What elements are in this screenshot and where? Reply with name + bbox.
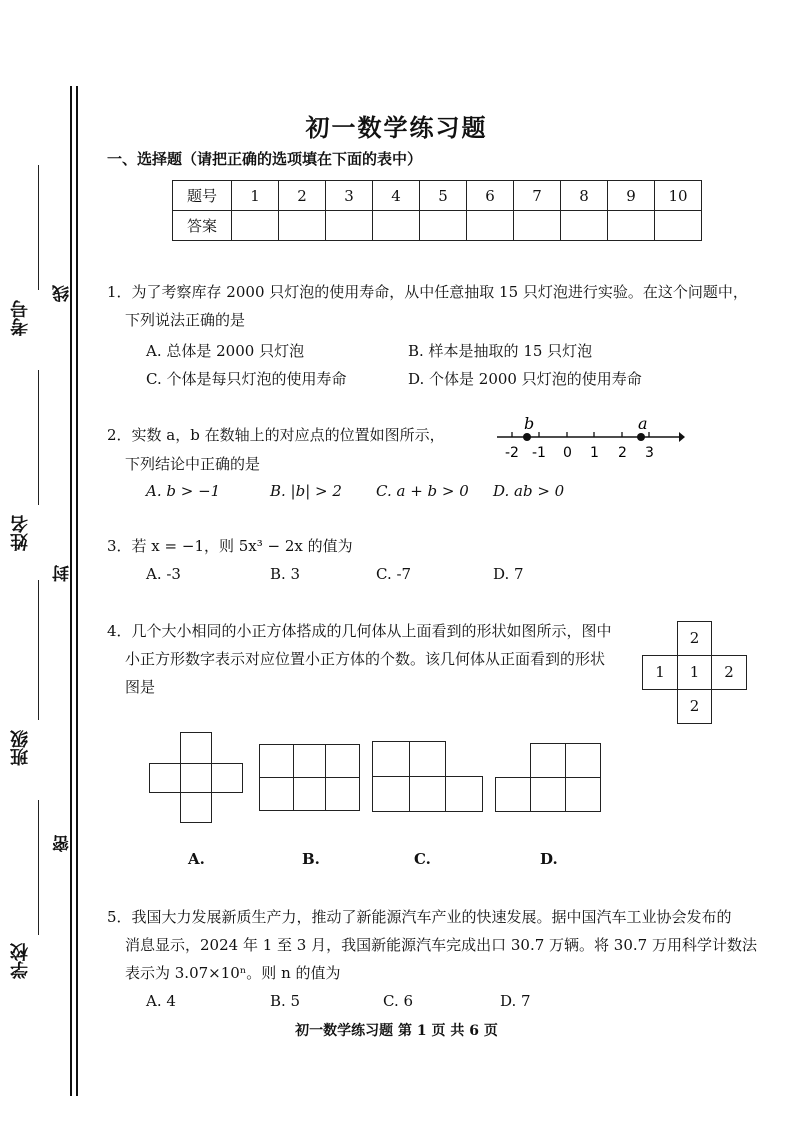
answer-cell[interactable] (232, 211, 279, 241)
q3-option-d: D. 7 (493, 565, 524, 583)
answer-table (172, 180, 702, 241)
question-number: 2 (279, 181, 326, 211)
question-number: 8 (561, 181, 608, 211)
q5-stem-line3: 表示为 3.07×10ⁿ。则 n 的值为 (125, 964, 341, 982)
seal-line: 线 (53, 285, 73, 302)
q2-option-c: C. a + b > 0 (376, 482, 469, 500)
tick-label: 0 (563, 445, 572, 461)
binding-rule-1 (70, 86, 72, 1096)
point-b-label: b (524, 415, 535, 433)
question-number: 9 (608, 181, 655, 211)
q3-option-b: B. 3 (270, 565, 301, 583)
q1-option-c: C. 个体是每只灯泡的使用寿命 (146, 370, 347, 388)
q3-option-a: A. -3 (146, 565, 181, 583)
question-number: 10 (655, 181, 702, 211)
tick-label: 3 (645, 445, 654, 461)
answer-cell[interactable] (467, 211, 514, 241)
table-header: 题号 (173, 181, 232, 211)
answer-cell[interactable] (420, 211, 467, 241)
seal-secret: 密 (53, 835, 73, 852)
q2-option-b: B. |b| > 2 (270, 482, 342, 500)
top-view-cell: 2 (677, 621, 712, 656)
section-heading: 一、选择题（请把正确的选项填在下面的表中） (107, 150, 423, 168)
q1-option-b: B. 样本是抽取的 15 只灯泡 (408, 342, 593, 360)
table-row (173, 211, 702, 241)
q5-option-a: A. 4 (146, 992, 176, 1010)
point-b-dot (523, 433, 531, 441)
q2-stem-line1: 2．实数 a，b 在数轴上的对应点的位置如图所示， (107, 426, 445, 444)
point-a-label: a (638, 415, 648, 433)
top-view-cell: 1 (677, 655, 712, 690)
table-row (173, 181, 702, 211)
q3-stem: 3．若 x = −1，则 5x³ − 2x 的值为 (107, 537, 353, 555)
question-number: 5 (420, 181, 467, 211)
exam-number-label: 考号 (10, 300, 31, 336)
question-number: 6 (467, 181, 514, 211)
number-line-figure (495, 415, 685, 465)
q5-option-c: C. 6 (383, 992, 414, 1010)
name-label: 姓名 (10, 515, 31, 551)
q4-label-d: D. (540, 850, 558, 868)
q5-option-d: D. 7 (500, 992, 531, 1010)
tick-label: -1 (532, 445, 546, 461)
answer-cell[interactable] (279, 211, 326, 241)
binding-rule-2 (76, 86, 78, 1096)
q3-option-c: C. -7 (376, 565, 412, 583)
class-label: 班级 (10, 730, 31, 766)
school-line (38, 800, 39, 935)
table-header: 答案 (173, 211, 232, 241)
class-line (38, 580, 39, 720)
q1-stem-line2: 下列说法正确的是 (125, 311, 246, 329)
q1-stem-line1: 1．为了考察库存 2000 只灯泡的使用寿命，从中任意抽取 15 只灯泡进行实验。在这个问题中， (107, 283, 748, 301)
q2-stem-line2: 下列结论中正确的是 (125, 455, 261, 473)
q5-stem-line2: 消息显示，2024 年 1 至 3 月，我国新能源汽车完成出口 30.7 万辆。将 30.7 万用科学计数法 (125, 936, 757, 954)
q4-label-c: C. (414, 850, 431, 868)
point-a-dot (637, 433, 645, 441)
q2-option-d: D. ab > 0 (493, 482, 565, 500)
answer-cell[interactable] (561, 211, 608, 241)
top-view-cell: 2 (677, 689, 712, 724)
q5-stem-line1: 5．我国大力发展新质生产力，推动了新能源汽车产业的快速发展。据中国汽车工业协会发布的 (107, 908, 732, 926)
answer-cell[interactable] (326, 211, 373, 241)
q4-label-b: B. (302, 850, 320, 868)
name-line (38, 370, 39, 505)
question-number: 3 (326, 181, 373, 211)
tick-label: 2 (618, 445, 627, 461)
exam-number-line (38, 165, 39, 290)
top-view-cell: 2 (711, 655, 747, 690)
top-view-cell: 1 (642, 655, 678, 690)
q2-option-a: A. b > −1 (146, 482, 221, 500)
answer-cell[interactable] (608, 211, 655, 241)
school-label: 学校 (10, 943, 31, 979)
q5-option-b: B. 5 (270, 992, 301, 1010)
tick-label: -2 (505, 445, 519, 461)
axis-arrow-icon (679, 432, 685, 442)
answer-cell[interactable] (514, 211, 561, 241)
tick-label: 1 (590, 445, 599, 461)
seal-seal: 封 (53, 565, 73, 582)
page-footer: 初一数学练习题 第 1 页 共 6 页 (295, 1023, 498, 1039)
q4-stem-line2: 小正方形数字表示对应位置小正方体的个数。该几何体从正面看到的形状 (125, 650, 606, 668)
question-number: 4 (373, 181, 420, 211)
q4-stem-line1: 4．几个大小相同的小正方体搭成的几何体从上面看到的形状如图所示，图中 (107, 622, 612, 640)
answer-cell[interactable] (655, 211, 702, 241)
question-number: 7 (514, 181, 561, 211)
answer-cell[interactable] (373, 211, 420, 241)
q4-label-a: A. (188, 850, 205, 868)
question-number: 1 (232, 181, 279, 211)
q4-stem-line3: 图是 (125, 678, 156, 696)
q1-option-a: A. 总体是 2000 只灯泡 (146, 342, 305, 360)
q1-option-d: D. 个体是 2000 只灯泡的使用寿命 (408, 370, 642, 388)
page-title: 初一数学练习题 (305, 113, 488, 142)
